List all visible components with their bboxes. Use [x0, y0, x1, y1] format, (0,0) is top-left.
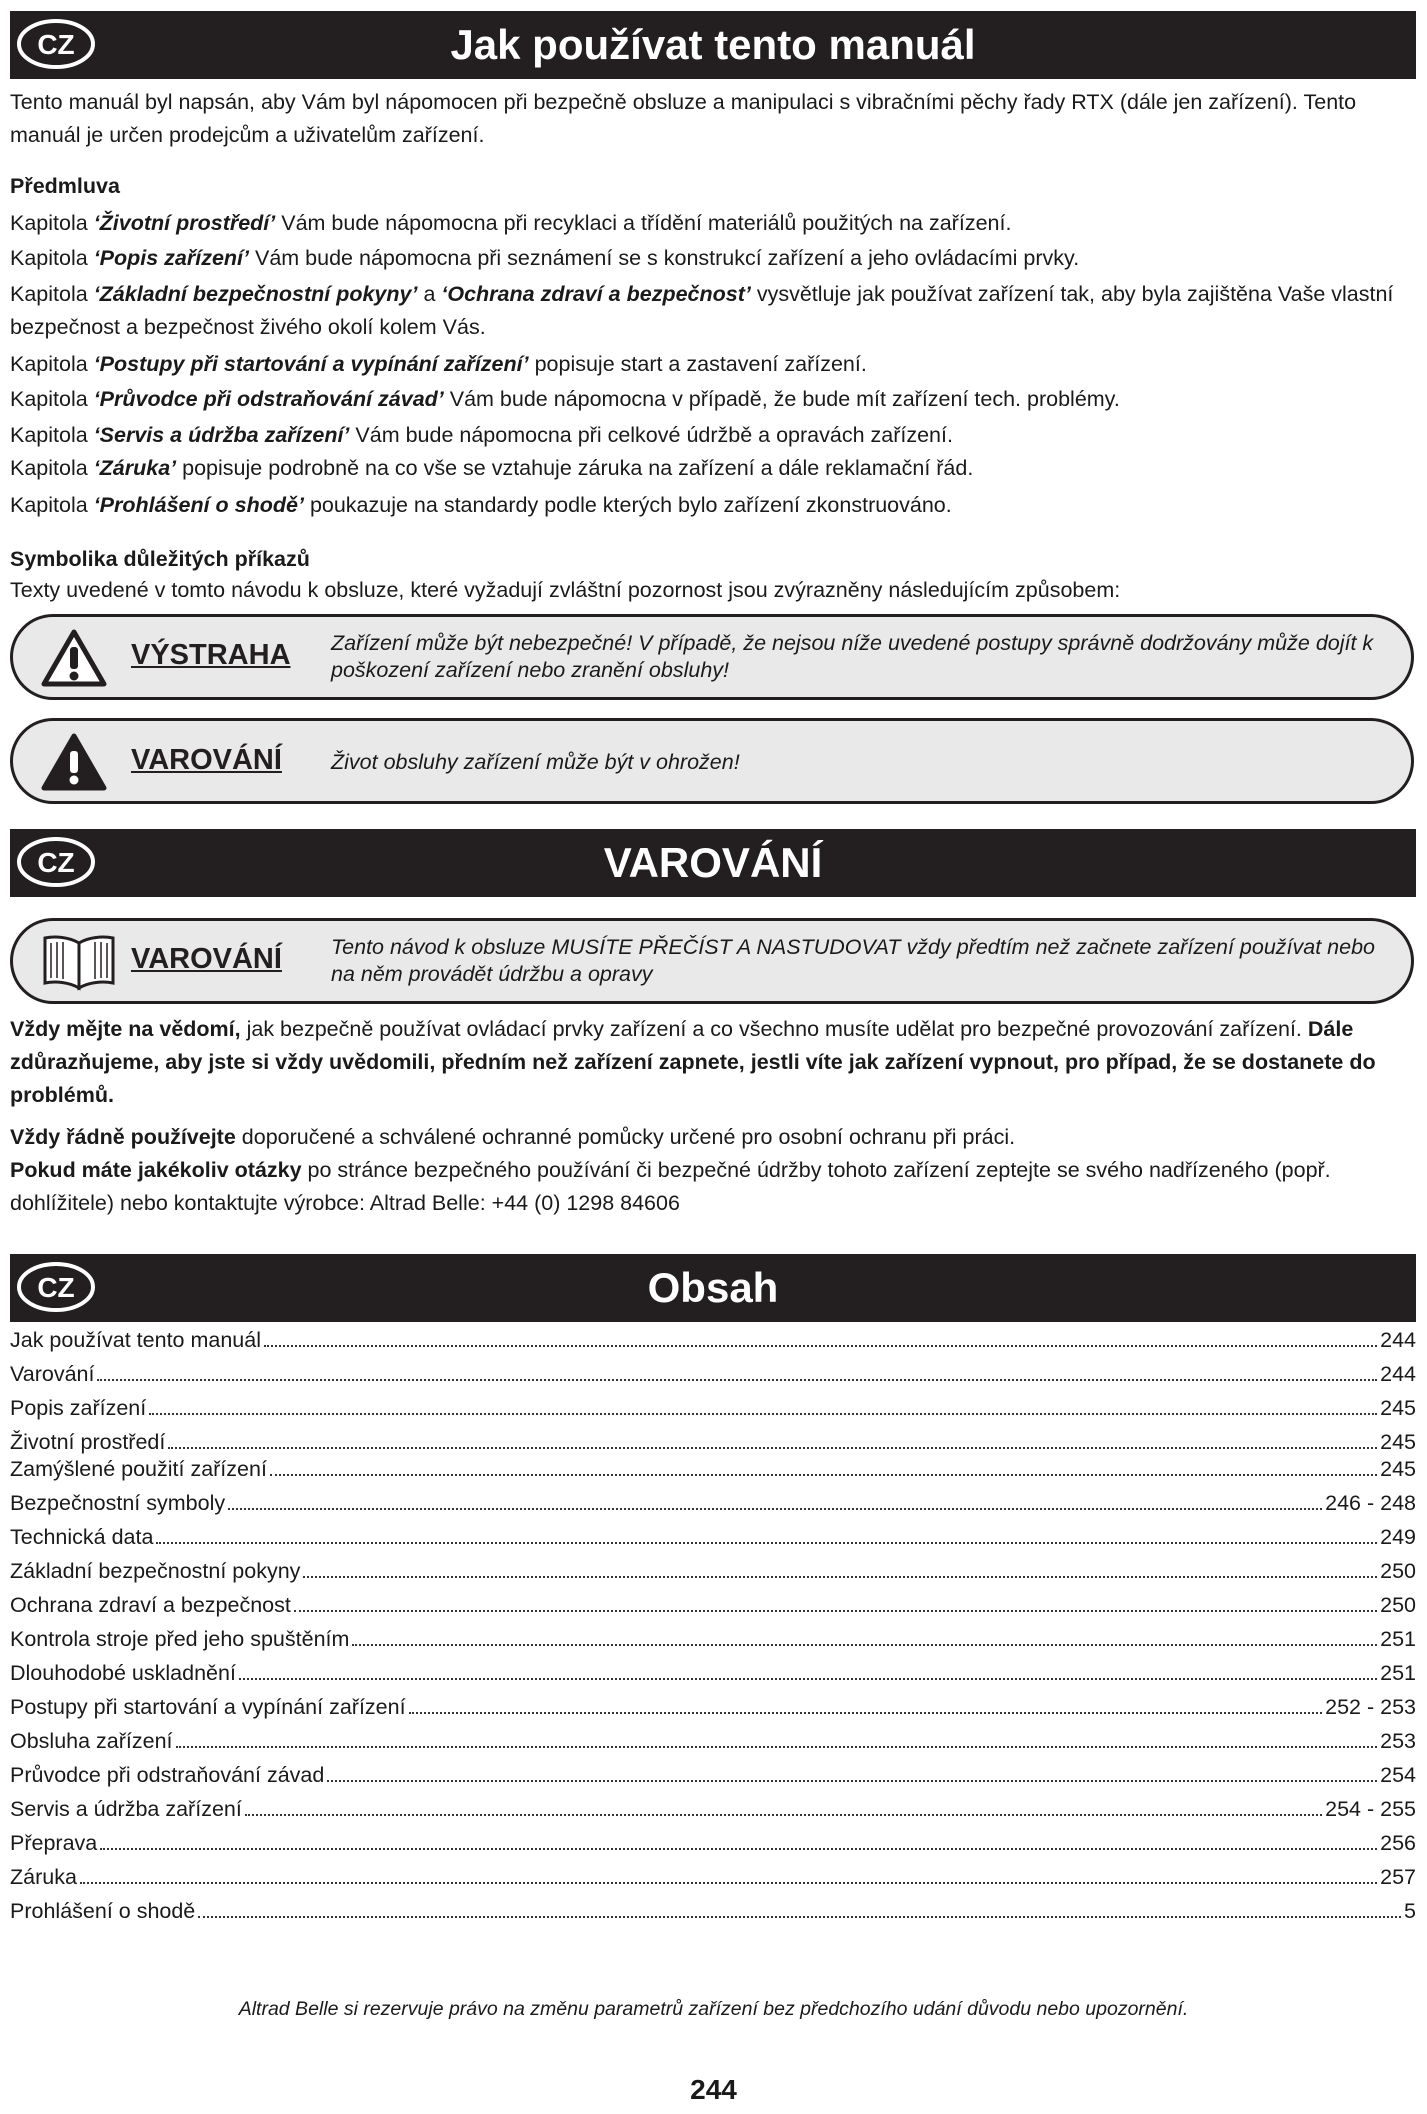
toc-entry-title: Zamýšlené použití zařízení — [10, 1457, 267, 1481]
warning-triangle-filled-icon — [41, 732, 107, 797]
section-header-manual — [10, 11, 1416, 79]
toc-entry-title: Prohlášení o shodě — [10, 1899, 196, 1923]
warning-label: VAROVÁNÍ — [131, 744, 282, 776]
read-manual-label: VAROVÁNÍ — [131, 943, 282, 975]
footer-disclaimer: Altrad Belle si rezervuje právo na změnu parametrů zařízení bez předchozího udání důvodu nebo upozornění. — [238, 1998, 1189, 2020]
foreword-item-5: Kapitola ‘Průvodce při odstraňování závad’ Vám bude nápomocna v případě, že bude mít zařízení tech. problémy. — [10, 387, 1120, 411]
toc-entry[interactable] — [10, 1525, 1416, 1559]
foreword-heading: Předmluva — [10, 174, 120, 198]
symbols-text: Texty uvedené v tomto návodu k obsluze, které vyžadují zvláštní pozornost jsou zvýrazněny následujícím způsobem: — [10, 578, 1121, 602]
toc-entry-page: 245 — [1380, 1457, 1416, 1481]
toc-entry-title: Přeprava — [10, 1831, 98, 1855]
toc-entry-title: Bezpečnostní symboly — [10, 1491, 226, 1515]
open-book-icon — [41, 931, 117, 998]
toc-entry-page: 256 — [1380, 1831, 1416, 1855]
foreword-item-4: Kapitola ‘Postupy při startování a vypínání zařízení’ popisuje start a zastavení zařízení. — [10, 352, 867, 376]
toc-entry-title: Ochrana zdraví a bezpečnost — [10, 1593, 291, 1617]
toc-entry[interactable] — [10, 1627, 1416, 1661]
toc-entry-page: 5 — [1404, 1899, 1416, 1923]
contents-title: Obsah — [647, 1264, 779, 1311]
toc-entry-title: Popis zařízení — [10, 1396, 147, 1420]
toc-entry[interactable] — [10, 1797, 1416, 1831]
toc-entry-page: 254 - 255 — [1325, 1797, 1416, 1821]
toc-entry[interactable] — [10, 1430, 1416, 1457]
cz-badge-text: CZ — [37, 1272, 75, 1303]
toc-entry-title: Varování — [10, 1362, 95, 1386]
foreword-item-2: Kapitola ‘Popis zařízení’ Vám bude nápomocna při seznámení se s konstrukcí zařízení a jeho ovládacími prvky. — [10, 246, 1080, 270]
warning-paragraph-1: Vždy mějte na vědomí, jak bezpečně používat ovládací prvky zařízení a co všechno musíte udělat pro bezpečné provozování zařízení. Dále zdůrazňujeme, aby jste si vždy uvědomili, předním než zařízení zapnete, jestli víte jak zařízení vypnout, pro případ, že se dostanete do problémů. — [10, 1017, 1376, 1107]
warning-triangle-outline-icon — [41, 628, 107, 693]
toc-entry-title: Technická data — [10, 1525, 154, 1549]
read-manual-text: Tento návod k obsluze MUSÍTE PŘEČÍST A NASTUDOVAT vždy předtím než začnete zařízení používat nebo na něm provádět údržbu a opravy — [331, 935, 1376, 986]
section-header-contents — [10, 1254, 1416, 1322]
toc-entry[interactable] — [10, 1491, 1416, 1525]
section-header-warning — [10, 829, 1416, 897]
page-number: 244 — [690, 2074, 737, 2105]
toc-entry-title: Postupy při startování a vypínání zařízení — [10, 1695, 406, 1719]
table-of-contents — [10, 1328, 1416, 1933]
warning-paragraph-2: Vždy řádně používejte doporučené a schválené ochranné pomůcky určené pro osobní ochranu při práci. — [10, 1125, 1016, 1149]
toc-entry-page: 249 — [1380, 1525, 1416, 1549]
toc-entry[interactable] — [10, 1328, 1416, 1362]
toc-entry-page: 245 — [1380, 1430, 1416, 1454]
toc-entry-page: 250 — [1380, 1593, 1416, 1617]
toc-entry-page: 253 — [1380, 1729, 1416, 1753]
toc-entry-title: Průvodce při odstraňování závad — [10, 1763, 325, 1787]
toc-entry-title: Záruka — [10, 1865, 77, 1889]
warning-paragraph-3: Pokud máte jakékoliv otázky po stránce bezpečného používání či bezpečné údržby tohoto zařízení zeptejte se svého nadřízeného (popř. dohlížitele) nebo kontaktujte výrobce: Altrad Belle: +44 (0) 1298 84606 — [10, 1158, 1331, 1215]
toc-entry[interactable] — [10, 1831, 1416, 1865]
toc-entry[interactable] — [10, 1593, 1416, 1627]
toc-entry-page: 245 — [1380, 1396, 1416, 1420]
page-title: Jak používat tento manuál — [450, 21, 976, 68]
foreword-item-3: Kapitola ‘Základní bezpečnostní pokyny’ a ‘Ochrana zdraví a bezpečnost’ vysvětluje jak používat zařízení tak, aby byla zajištěna Vaše vlastní bezpečnost a bezpečnost živého okolí kolem Vás. — [10, 282, 1394, 339]
toc-entry-page: 244 — [1380, 1362, 1416, 1386]
read-manual-box — [10, 918, 1414, 1004]
toc-entry[interactable] — [10, 1559, 1416, 1593]
toc-entry-page: 250 — [1380, 1559, 1416, 1583]
toc-entry-page: 254 — [1380, 1763, 1416, 1787]
caution-text: Zařízení může být nebezpečné! V případě, že nejsou níže uvedené postupy správně dodržovány může dojít k poškození zařízení nebo zranění obsluhy! — [331, 631, 1374, 682]
toc-entry-page: 251 — [1380, 1627, 1416, 1651]
toc-entry-title: Životní prostředí — [10, 1430, 166, 1454]
warning-section-title: VAROVÁNÍ — [603, 839, 823, 886]
toc-entry-page: 252 - 253 — [1325, 1695, 1416, 1719]
toc-entry-title: Jak používat tento manuál — [10, 1328, 261, 1352]
foreword-item-7: Kapitola ‘Záruka’ popisuje podrobně na co vše se vztahuje záruka na zařízení a dále reklamační řád. — [10, 456, 974, 480]
caution-box — [10, 614, 1414, 700]
toc-entry[interactable] — [10, 1661, 1416, 1695]
toc-entry-page: 251 — [1380, 1661, 1416, 1685]
toc-entry-page: 244 — [1380, 1328, 1416, 1352]
toc-entry[interactable] — [10, 1362, 1416, 1396]
toc-entry-title: Základní bezpečnostní pokyny — [10, 1559, 301, 1583]
foreword-item-8: Kapitola ‘Prohlášení o shodě’ poukazuje na standardy podle kterých bylo zařízení zkonstruováno. — [10, 493, 952, 517]
toc-entry[interactable] — [10, 1729, 1416, 1763]
toc-entry-page: 257 — [1380, 1865, 1416, 1889]
foreword-item-6: Kapitola ‘Servis a údržba zařízení’ Vám bude nápomocna při celkové údržbě a opravách zařízení. — [10, 423, 953, 447]
toc-entry[interactable] — [10, 1695, 1416, 1729]
toc-entry-title: Dlouhodobé uskladnění — [10, 1661, 236, 1685]
warning-text: Život obsluhy zařízení může být v ohrožen! — [331, 750, 740, 774]
toc-entry[interactable] — [10, 1865, 1416, 1899]
cz-badge-text: CZ — [37, 29, 75, 60]
toc-entry[interactable] — [10, 1457, 1416, 1491]
warning-box — [10, 718, 1414, 804]
toc-entry[interactable] — [10, 1899, 1416, 1933]
toc-entry-title: Obsluha zařízení — [10, 1729, 173, 1753]
toc-entry-title: Servis a údržba zařízení — [10, 1797, 242, 1821]
cz-badge-text: CZ — [37, 847, 75, 878]
caution-label: VÝSTRAHA — [131, 639, 291, 671]
toc-entry[interactable] — [10, 1763, 1416, 1797]
foreword-item-1: Kapitola ‘Životní prostředí’ Vám bude nápomocna při recyklaci a třídění materiálů použitých na zařízení. — [10, 211, 1012, 235]
toc-entry-page: 246 - 248 — [1325, 1491, 1416, 1515]
toc-entry[interactable] — [10, 1396, 1416, 1430]
intro-paragraph: Tento manuál byl napsán, aby Vám byl nápomocen při bezpečně obsluze a manipulaci s vibračními pěchy řady RTX (dále jen zařízení). Tento manuál je určen prodejcům a uživatelům zařízení. — [10, 90, 1357, 147]
symbols-heading: Symbolika důležitých příkazů — [10, 547, 310, 571]
toc-entry-title: Kontrola stroje před jeho spuštěním — [10, 1627, 350, 1651]
